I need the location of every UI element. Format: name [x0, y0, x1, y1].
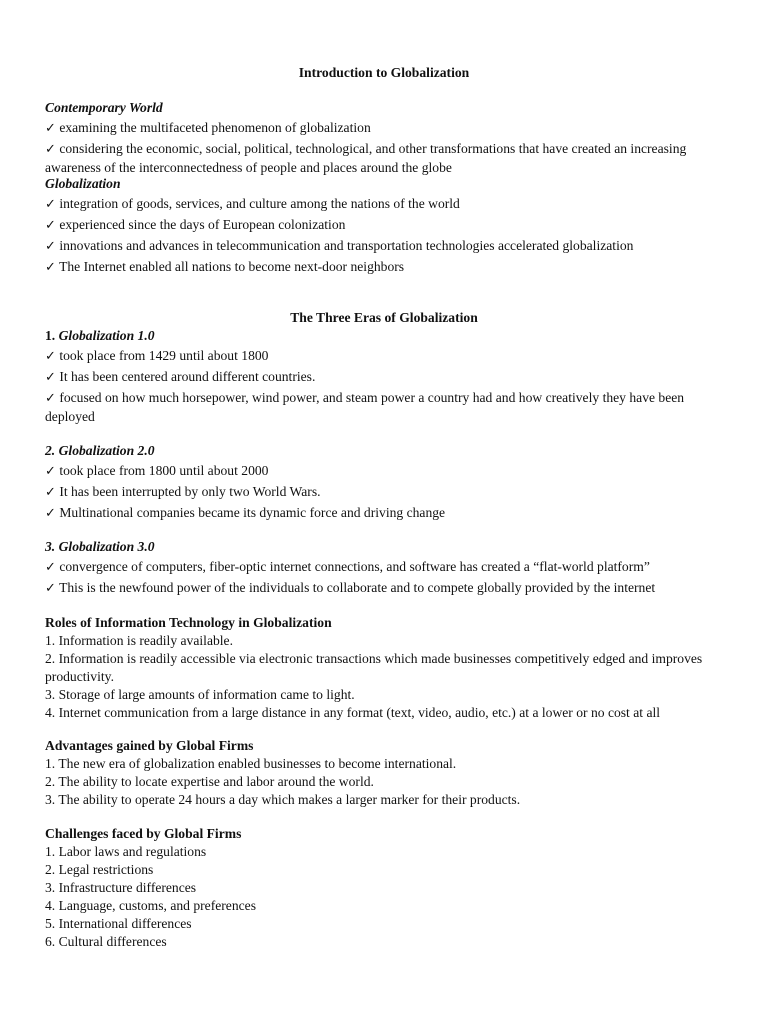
bullet-item: ✓ It has been centered around different countries. [45, 369, 316, 385]
list-item: 1. Labor laws and regulations [45, 844, 207, 859]
check-icon: ✓ [45, 581, 56, 596]
challenges-section [45, 825, 725, 951]
advantages-section [45, 737, 725, 809]
check-icon: ✓ [45, 560, 56, 575]
check-icon: ✓ [45, 218, 56, 233]
check-icon: ✓ [45, 506, 56, 521]
check-icon: ✓ [45, 239, 56, 254]
section-heading: Challenges faced by Global Firms [45, 826, 242, 841]
era-section [45, 538, 725, 598]
section-heading: Roles of Information Technology in Globalization [45, 615, 332, 630]
bullet-item: ✓ convergence of computers, fiber-optic internet connections, and software has created a “flat-world platform” [45, 559, 650, 575]
bullet-item: ✓ experienced since the days of European colonization [45, 217, 346, 233]
bullet-item: ✓ took place from 1429 until about 1800 [45, 348, 269, 364]
section-heading: Advantages gained by Global Firms [45, 738, 254, 753]
check-icon: ✓ [45, 370, 56, 385]
list-item: 6. Cultural differences [45, 934, 167, 949]
list-item: 2. Legal restrictions [45, 862, 154, 877]
era-heading: 2. Globalization 2.0 [45, 443, 155, 458]
list-item: 4. Language, customs, and preferences [45, 898, 256, 913]
era-section [45, 442, 725, 523]
list-item: 3. Storage of large amounts of information came to light. [45, 687, 355, 702]
bullet-item: ✓ The Internet enabled all nations to become next-door neighbors [45, 259, 405, 275]
bullet-item: ✓ considering the economic, social, political, technological, and other transformations that have created an increasing awareness of the interconnectedness of people and places around the globe [45, 141, 687, 175]
check-icon: ✓ [45, 391, 56, 406]
section-heading: Globalization [45, 176, 121, 191]
list-item: 2. The ability to locate expertise and labor around the world. [45, 774, 374, 789]
bullet-item: ✓ Multinational companies became its dynamic force and driving change [45, 505, 446, 521]
era-heading: 1. Globalization 1.0 [45, 328, 155, 343]
list-item: 1. Information is readily available. [45, 633, 233, 648]
check-icon: ✓ [45, 485, 56, 500]
page-title: Introduction to Globalization [298, 65, 470, 80]
era-heading: 3. Globalization 3.0 [45, 539, 155, 554]
list-item: 3. The ability to operate 24 hours a day which makes a larger marker for their products. [45, 792, 521, 807]
list-item: 2. Information is readily accessible via electronic transactions which made businesses competitively edged and improves productivity. [45, 651, 703, 684]
bullet-item: ✓ integration of goods, services, and culture among the nations of the world [45, 196, 460, 212]
bullet-item: ✓ examining the multifaceted phenomenon of globalization [45, 120, 371, 136]
check-icon: ✓ [45, 349, 56, 364]
contemporary-section [45, 99, 725, 177]
check-icon: ✓ [45, 121, 56, 136]
roles-section [45, 614, 725, 722]
list-item: 4. Internet communication from a large distance in any format (text, video, audio, etc.) at a lower or no cost at all [45, 705, 661, 720]
bullet-item: ✓ This is the newfound power of the individuals to collaborate and to compete globally provided by the internet [45, 580, 656, 596]
eras-title: The Three Eras of Globalization [290, 310, 478, 325]
check-icon: ✓ [45, 197, 56, 212]
check-icon: ✓ [45, 260, 56, 275]
check-icon: ✓ [45, 142, 56, 157]
list-item: 3. Infrastructure differences [45, 880, 197, 895]
section-heading: Contemporary World [45, 100, 163, 115]
list-item: 1. The new era of globalization enabled businesses to become international. [45, 756, 457, 771]
list-item: 5. International differences [45, 916, 192, 931]
era-section [45, 327, 725, 426]
bullet-item: ✓ took place from 1800 until about 2000 [45, 463, 269, 479]
bullet-item: ✓ innovations and advances in telecommunication and transportation technologies accelerated globalization [45, 238, 634, 254]
globalization-section [45, 175, 725, 277]
bullet-item: ✓ focused on how much horsepower, wind power, and steam power a country had and how creatively they have been deployed [45, 390, 685, 424]
bullet-item: ✓ It has been interrupted by only two World Wars. [45, 484, 321, 500]
check-icon: ✓ [45, 464, 56, 479]
